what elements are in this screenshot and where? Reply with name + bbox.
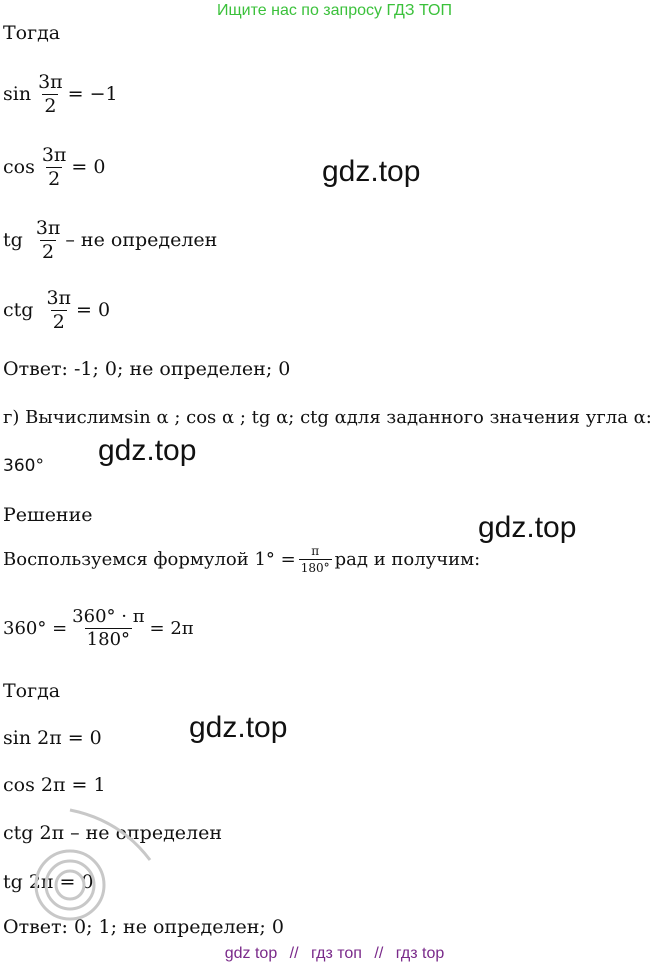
- eq-sin-2pi: sin 2π = 0: [3, 727, 102, 749]
- watermark-gdz-top: gdz.top: [98, 434, 197, 467]
- label-togda-1: Тогда: [3, 22, 61, 44]
- eq-tg-3pi-2: tg $\frac{3\pi}{2}$ – не определен: [3, 217, 218, 263]
- answer-1: Ответ: -1; 0; не определен; 0: [3, 358, 291, 380]
- watermark-gdz-top: gdz.top: [322, 155, 421, 188]
- footer-link-gdz-top-mixed[interactable]: гдз top: [395, 945, 445, 962]
- footer-separator: //: [289, 945, 299, 962]
- calc-line: 360° = $\frac{360^\circ \cdot \pi}{180^\circ}$ = 2π: [3, 606, 194, 650]
- search-banner[interactable]: Ищите нас по запросу ГДЗ ТОП: [217, 2, 452, 19]
- angle-360: 360°: [3, 456, 44, 476]
- watermark-gdz-top: gdz.top: [189, 711, 288, 744]
- footer-separator: //: [374, 945, 384, 962]
- formula-line: Воспользуемся формулой 1° = $\frac{\pi}{180^\circ}$ рад и получим:: [3, 544, 481, 575]
- solution-label: Решение: [3, 504, 93, 526]
- footer-link-gdz-top-ru[interactable]: гдз топ: [311, 945, 362, 962]
- eq-ctg-2pi: ctg 2π – не определен: [3, 822, 223, 844]
- watermark-gdz-top: gdz.top: [478, 511, 577, 544]
- reshak-stamp-icon: [30, 790, 170, 930]
- eq-sin-3pi-2: sin $\frac{3\pi}{2}$ = −1: [3, 71, 118, 117]
- eq-ctg-3pi-2: ctg $\frac{3\pi}{2}$ = 0: [3, 287, 111, 333]
- footer-link-gdz-top[interactable]: gdz top: [224, 945, 278, 962]
- eq-cos-3pi-2: cos $\frac{3\pi}{2}$ = 0: [3, 144, 106, 190]
- label-togda-2: Тогда: [3, 680, 61, 702]
- eq-tg-2pi: tg 2π = 0: [3, 871, 94, 893]
- footer-links: [0, 945, 669, 963]
- task-g: г) Вычислим sin α ; cos α ; tg α; ctg α для заданного значения угла α:: [3, 407, 652, 428]
- eq-cos-2pi: cos 2π = 1: [3, 774, 106, 796]
- answer-2: Ответ: 0; 1; не определен; 0: [3, 916, 284, 938]
